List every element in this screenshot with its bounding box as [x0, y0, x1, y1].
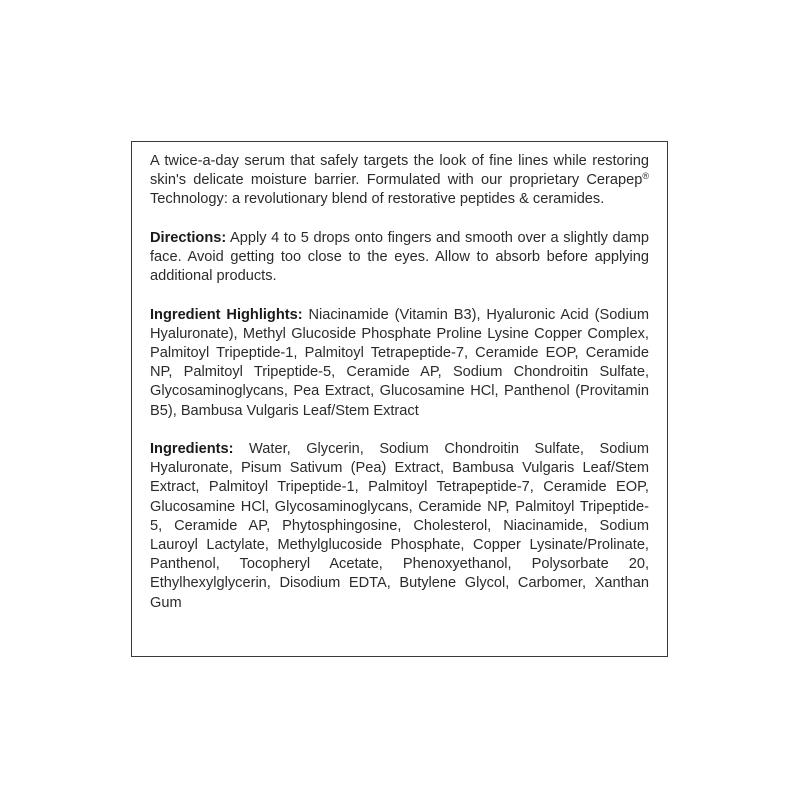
directions-paragraph [150, 229, 649, 287]
ingredients-label: Ingredients: [150, 441, 234, 457]
ingredients-text: Water, Glycerin, Sodium Chondroitin Sulfate, Sodium Hyaluronate, Pisum Sativum (Pea) Extract, Bambusa Vulgaris Leaf/Stem Extract, Palmitoyl Tripeptide-1, Palmitoyl Tetrapeptide-7, Ceramide EOP, Glucosamine HCl, Glycosaminoglycans, Ceramide NP, Palmitoyl Tripeptide-5, Ceramide AP, Phytosphingosine, Cholesterol, Niacinamide, Sodium Lauroyl Lactylate, Methylglucoside Phosphate, Copper Lysinate/Prolinate, Panthenol, Tocopheryl Acetate, Phenoxyethanol, Polysorbate 20, Ethylhexylglycerin, Disodium EDTA, Butylene Glycol, Carbomer, Xanthan Gum [150, 441, 649, 611]
highlights-paragraph [150, 306, 649, 421]
highlights-text: Niacinamide (Vitamin B3), Hyaluronic Acid (Sodium Hyaluronate), Methyl Glucoside Phosphate Proline Lysine Copper Complex, Palmitoyl Tripeptide-1, Palmitoyl Tetrapeptide-7, Ceramide EOP, Ceramide NP, Palmitoyl Tripeptide-5, Ceramide AP, Sodium Chondroitin Sulfate, Glycosaminoglycans, Pea Extract, Glucosamine HCl, Panthenol (Provitamin B5), Bambusa Vulgaris Leaf/Stem Extract [150, 306, 649, 419]
directions-text: Apply 4 to 5 drops onto fingers and smooth over a slightly damp face. Avoid getting too close to the eyes. Allow to absorb before applying additional products. [150, 229, 649, 285]
highlights-label: Ingredient Highlights: [150, 306, 303, 323]
registered-trademark: ® [642, 171, 649, 182]
description-text-cont: Technology: a revolutionary blend of restorative peptides & ceramides. [150, 191, 605, 208]
description-text: A twice-a-day serum that safely targets the look of fine lines while restoring skin's delicate moisture barrier. Formulated with our proprietary Cerapep [150, 153, 649, 189]
ingredients-paragraph [150, 440, 649, 613]
product-info-box [131, 141, 668, 657]
description-paragraph [150, 152, 649, 210]
directions-label: Directions: [150, 229, 227, 246]
